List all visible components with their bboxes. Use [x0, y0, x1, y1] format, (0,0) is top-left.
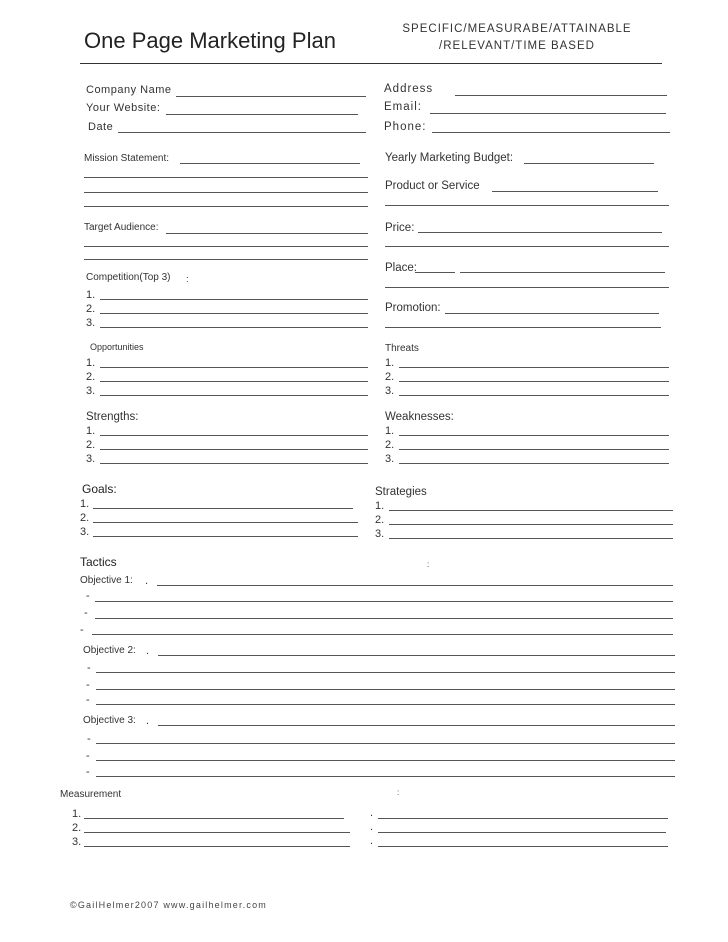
objective-2-bullet-1: - [87, 662, 91, 674]
threats-line-2[interactable] [399, 381, 669, 382]
objective-2-line[interactable] [158, 655, 675, 656]
goals-num-3: 3. [80, 526, 90, 538]
strategies-num-1: 1. [375, 500, 385, 512]
goals-line-1[interactable] [93, 508, 353, 509]
target-label: Target Audience: [84, 222, 159, 233]
competition-line-1[interactable] [100, 299, 368, 300]
strategies-num-3: 3. [375, 528, 385, 540]
objective-1-item-3[interactable] [92, 634, 673, 635]
goals-num-2: 2. [80, 512, 90, 524]
strategies-line-2[interactable] [389, 524, 673, 525]
measurement-colon: : [397, 788, 400, 797]
measurement-right-dot-3: . [370, 835, 374, 847]
goals-line-3[interactable] [93, 536, 358, 537]
objective-3-bullet-1: - [87, 733, 91, 745]
strengths-num-3: 3. [86, 453, 96, 465]
objective-2-bullet-2: - [86, 679, 90, 691]
threats-num-1: 1. [385, 357, 395, 369]
opportunities-line-3[interactable] [100, 395, 368, 396]
strategies-line-1[interactable] [389, 510, 673, 511]
weaknesses-label: Weaknesses: [385, 411, 454, 423]
objective-1-bullet-1: - [86, 590, 90, 602]
measurement-line-1[interactable] [84, 818, 344, 819]
measurement-line-3[interactable] [84, 846, 350, 847]
strategies-label: Strategies [375, 486, 427, 498]
competition-colon: : [186, 274, 189, 285]
measurement-label: Measurement [60, 789, 122, 800]
objective-3-item-1[interactable] [96, 743, 675, 744]
objective-2-bullet-3: - [86, 694, 90, 706]
strengths-label: Strengths: [86, 411, 139, 423]
tactics-label: Tactics [80, 555, 117, 569]
mission-line-3[interactable] [84, 206, 368, 207]
opportunities-num-3: 3. [86, 385, 96, 397]
email-line[interactable] [430, 113, 666, 114]
strengths-line-1[interactable] [100, 435, 368, 436]
objective-3-item-2[interactable] [96, 760, 675, 761]
competition-line-3[interactable] [100, 327, 368, 328]
objective-3-bullet-2: - [86, 750, 90, 762]
promotion-line[interactable] [445, 313, 659, 314]
objective-1-line[interactable] [157, 585, 673, 586]
objective-1-label: Objective 1: [80, 575, 133, 586]
objective-3-label: Objective 3: [83, 715, 136, 726]
strengths-line-3[interactable] [100, 463, 368, 464]
mission-label: Mission Statement: [84, 153, 170, 164]
measurement-right-dot-2: . [370, 821, 374, 833]
budget-label: Yearly Marketing Budget: [385, 152, 514, 164]
competition-num-2: 2. [86, 303, 96, 315]
strategies-line-3[interactable] [389, 538, 673, 539]
measurement-num-2: 2. [72, 822, 82, 834]
goals-line-2[interactable] [93, 522, 358, 523]
opportunities-line-1[interactable] [100, 367, 368, 368]
header-criteria-line2: /RELEVANT/TIME BASED [439, 40, 595, 52]
weaknesses-line-3[interactable] [399, 463, 669, 464]
threats-line-3[interactable] [399, 395, 669, 396]
weaknesses-line-2[interactable] [399, 449, 669, 450]
objective-1-item-1[interactable] [95, 601, 673, 602]
footer-copyright: ©GailHelmer2007 www.gailhelmer.com [70, 900, 267, 910]
date-line[interactable] [118, 132, 366, 133]
budget-line[interactable] [524, 163, 654, 164]
strengths-line-2[interactable] [100, 449, 368, 450]
competition-label: Competition(Top 3) [86, 272, 171, 283]
weaknesses-num-3: 3. [385, 453, 395, 465]
objective-2-item-2[interactable] [96, 689, 675, 690]
objective-2-label: Objective 2: [83, 645, 136, 656]
place-label: Place: [385, 262, 417, 274]
objective-3-bullet-3: - [86, 766, 90, 778]
opportunities-line-2[interactable] [100, 381, 368, 382]
objective-3-dot: . [146, 715, 150, 727]
target-line-1[interactable] [84, 246, 368, 247]
date-label: Date [88, 121, 114, 133]
price-line-2[interactable] [385, 246, 669, 247]
weaknesses-line-1[interactable] [399, 435, 669, 436]
target-line-2[interactable] [84, 259, 368, 260]
objective-2-item-1[interactable] [96, 672, 675, 673]
objective-1-bullet-3: - [80, 624, 84, 636]
weaknesses-num-1: 1. [385, 425, 395, 437]
mission-line-2[interactable] [84, 192, 368, 193]
threats-line-1[interactable] [399, 367, 669, 368]
objective-1-dot: . [145, 575, 149, 587]
page-title: One Page Marketing Plan [84, 28, 336, 53]
weaknesses-num-2: 2. [385, 439, 395, 451]
promotion-line-2[interactable] [385, 327, 661, 328]
mission-line-1[interactable] [84, 177, 368, 178]
website-label: Your Website: [86, 102, 161, 114]
objective-3-line[interactable] [158, 725, 675, 726]
mission-line-0[interactable] [180, 163, 360, 164]
product-line-2[interactable] [385, 205, 669, 206]
measurement-right-dot-1: . [370, 807, 374, 819]
competition-line-2[interactable] [100, 313, 368, 314]
promotion-label: Promotion: [385, 302, 441, 314]
header-criteria-line1: SPECIFIC/MEASURABE/ATTAINABLE [402, 23, 632, 35]
threats-label: Threats [385, 343, 419, 354]
measurement-num-3: 3. [72, 836, 82, 848]
measurement-line-2[interactable] [84, 832, 350, 833]
strengths-num-2: 2. [86, 439, 96, 451]
price-line[interactable] [418, 232, 662, 233]
objective-2-item-3[interactable] [96, 704, 675, 705]
measurement-right-line-3[interactable] [378, 846, 668, 847]
opportunities-num-2: 2. [86, 371, 96, 383]
address-label: Address [384, 83, 434, 95]
header-rule [80, 63, 662, 64]
price-label: Price: [385, 222, 415, 234]
target-line-0[interactable] [166, 233, 368, 234]
threats-num-3: 3. [385, 385, 395, 397]
measurement-num-1: 1. [72, 808, 82, 820]
objective-2-dot: . [146, 645, 150, 657]
product-label: Product or Service [385, 180, 480, 192]
product-line[interactable] [492, 191, 658, 192]
goals-num-1: 1. [80, 498, 90, 510]
address-line[interactable] [455, 95, 667, 96]
measurement-right-line-1[interactable] [378, 818, 668, 819]
competition-num-3: 3. [86, 317, 96, 329]
objective-1-bullet-2: - [84, 607, 88, 619]
competition-num-1: 1. [86, 289, 96, 301]
goals-label: Goals: [82, 482, 117, 496]
website-line[interactable] [166, 114, 358, 115]
strategies-num-2: 2. [375, 514, 385, 526]
phone-line[interactable] [432, 132, 670, 133]
place-line-a[interactable] [415, 272, 455, 273]
tactics-colon: : [427, 560, 430, 569]
place-line-b[interactable] [460, 272, 665, 273]
opportunities-num-1: 1. [86, 357, 96, 369]
opportunities-label: Opportunities [90, 342, 144, 352]
place-line-2[interactable] [385, 287, 669, 288]
company-name-label: Company Name [86, 84, 172, 96]
threats-num-2: 2. [385, 371, 395, 383]
objective-3-item-3[interactable] [96, 776, 675, 777]
email-label: Email: [384, 101, 422, 113]
strengths-num-1: 1. [86, 425, 96, 437]
phone-label: Phone: [384, 121, 427, 133]
objective-1-item-2[interactable] [95, 618, 673, 619]
company-name-line[interactable] [176, 96, 366, 97]
measurement-right-line-2[interactable] [378, 832, 666, 833]
